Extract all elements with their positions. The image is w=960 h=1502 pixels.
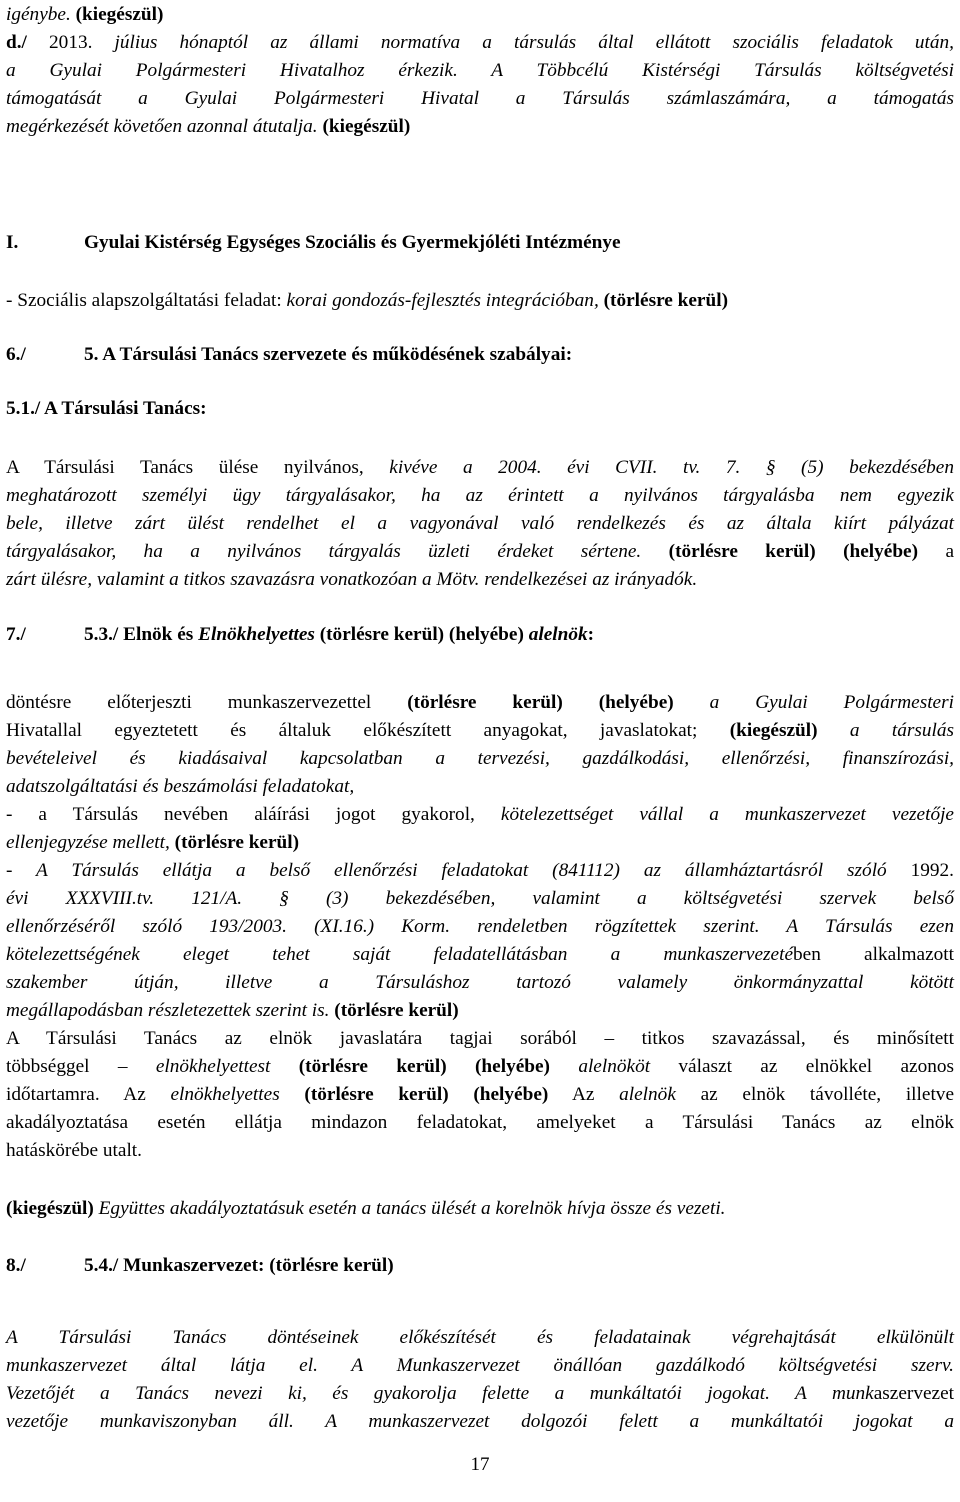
text-line: igénybe. (kiegészül) [6, 4, 164, 25]
text-line: - A Társulás ellátja a belső ellenőrzési feladatokat (841112) az államháztartásról szóló 1992. [6, 860, 954, 881]
text-line: hatáskörébe utalt. [6, 1140, 142, 1161]
text-line: tárgyalásakor, ha a nyilvános tárgyalás üzleti érdeket sértene. (törlésre kerül) (helyébe) a [6, 541, 955, 562]
text-line: megállapodásban részletezettek szerint is. (törlésre kerül) [6, 1000, 459, 1021]
text-line: bele, illetve zárt ülést rendelhet el a vagyonával való rendelkezés és az általa kiírt pályázat [6, 513, 954, 534]
text-line: adatszolgáltatási és beszámolási feladatokat, [6, 776, 355, 797]
section-heading: 7./ 5.3./ Elnök és Elnökhelyettes (törlésre kerül) (helyébe) alelnök: [6, 624, 595, 645]
section-heading: 6./ 5. A Társulási Tanács szervezete és működésének szabályai: [6, 344, 573, 365]
text-line: A Társulási Tanács ülése nyilvános, kivéve a 2004. évi CVII. tv. 7. § (5) bekezdésében [6, 457, 954, 478]
text-line: bevételeivel és kiadásaival kapcsolatban a tervezési, gazdálkodási, ellenőrzési, finanszírozási, [6, 748, 954, 769]
text-line: a Gyulai Polgármesteri Hivatalhoz érkezik. A Többcélú Kistérségi Társulás költségvetési [6, 60, 954, 81]
text-line: többséggel – elnökhelyettest (törlésre kerül) (helyébe) alelnököt választ az elnökkel azonos [6, 1056, 954, 1077]
subsection-heading: 5.1./ A Társulási Tanács: [6, 398, 207, 419]
text-line: időtartamra. Az elnökhelyettes (törlésre kerül) (helyébe) Az alelnök az elnök távolléte, illetve [6, 1084, 954, 1105]
text-line: megérkezését követően azonnal átutalja. (kiegészül) [6, 116, 411, 137]
text-line: döntésre előterjeszti munkaszervezettel (törlésre kerül) (helyébe) a Gyulai Polgármesteri [6, 692, 954, 713]
section-heading: I. Gyulai Kistérség Egységes Szociális és Gyermekjóléti Intézménye [6, 232, 621, 253]
text-line: évi XXXVIII.tv. 121/A. § (3) bekezdésében, valamint a költségvetési szervek belső [6, 888, 954, 909]
text-line: munkaszervezet által látja el. A Munkaszervezet önállóan gazdálkodó költségvetési szerv. [6, 1355, 954, 1376]
text-line: meghatározott személyi ügy tárgyalásakor, ha az érintett a nyilvános tárgyalásba nem egyezik [6, 485, 954, 506]
text-line: Hivatallal egyeztetett és általuk előkészített anyagokat, javaslatokat; (kiegészül) a társulás [6, 720, 954, 741]
page-number: 17 [470, 1454, 490, 1475]
text-line: d./ 2013. július hónaptól az állami normatíva a társulás által ellátott szociális feladatok után, [6, 32, 954, 53]
text-line: kötelezettségének eleget tehet saját feladatellátásban a munkaszervezetében alkalmazott [6, 944, 954, 965]
text-line: szakember útján, illetve a Társuláshoz tartozó valamely önkormányzattal kötött [6, 972, 954, 993]
text-line: Vezetőjét a Tanács nevezi ki, és gyakorolja felette a munkáltatói jogokat. A munkaszervezet [6, 1383, 954, 1404]
section-heading: 8./ 5.4./ Munkaszervezet: (törlésre kerül) [6, 1255, 394, 1276]
text-line: (kiegészül) Együttes akadályoztatásuk esetén a tanács ülését a korelnök hívja össze és vezeti. [6, 1198, 726, 1219]
text-line: vezetője munkaviszonyban áll. A munkaszervezet dolgozói felett a munkáltatói jogokat a [6, 1411, 954, 1432]
text-line: ellenőrzéséről szóló 193/2003. (XI.16.) Korm. rendeletben rögzítettek szerint. A Társulás ezen [6, 916, 954, 937]
text-line: zárt ülésre, valamint a titkos szavazásra vonatkozóan a Mötv. rendelkezései az irányadók. [6, 569, 698, 590]
text-line: A Társulási Tanács az elnök javaslatára tagjai sorából – titkos szavazással, és minősített [6, 1028, 954, 1049]
text-line: ellenjegyzése mellett, (törlésre kerül) [6, 832, 300, 853]
text-line: akadályoztatása esetén ellátja mindazon feladatokat, amelyeket a Társulási Tanács az elnök [6, 1112, 954, 1133]
text-line: A Társulási Tanács döntéseinek előkészítését és feladatainak végrehajtását elkülönült [6, 1327, 954, 1348]
text-line: - Szociális alapszolgáltatási feladat: korai gondozás-fejlesztés integrációban, (törlésre kerül) [6, 290, 728, 311]
text-line: - a Társulás nevében aláírási jogot gyakorol, kötelezettséget vállal a munkaszervezet vezetője [6, 804, 954, 825]
text-line: támogatását a Gyulai Polgármesteri Hivatal a Társulás számlaszámára, a támogatás [6, 88, 954, 109]
